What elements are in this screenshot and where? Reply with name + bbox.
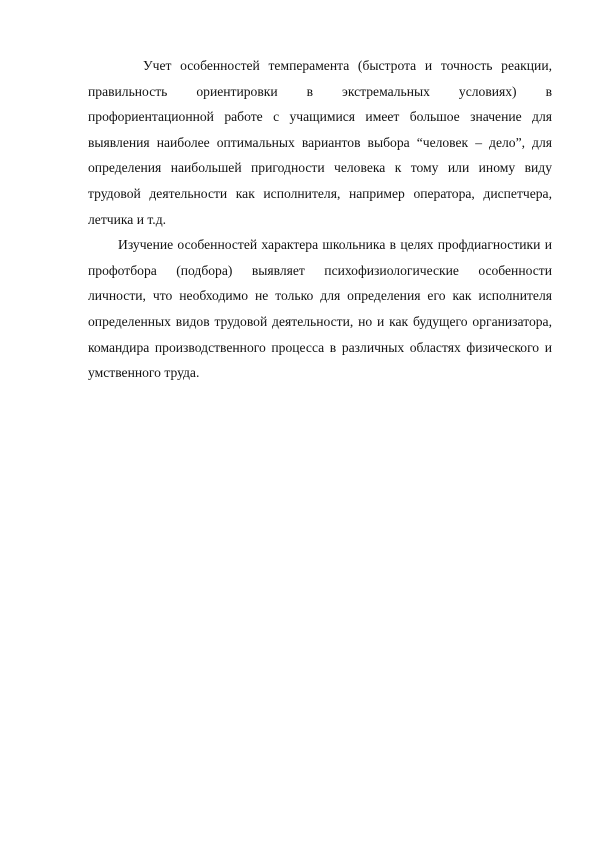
text-line: умственного труда. [88,365,200,381]
paragraph-temperament [88,53,552,232]
text-line: Учет особенностей темперамента (быстрота и точность реакции, [143,58,552,73]
text-line: командира производственного процесса в различных областях физического и [88,339,552,355]
text-line: Изучение особенностей характера школьника в целях профдиагностики и [118,237,552,253]
text-line: профориентационной работе с учащимися имеет большое значение для [88,109,552,125]
paragraph-character [88,232,552,386]
text-line: правильность ориентировки в экстремальных условиях) в [88,83,552,99]
text-line: трудовой деятельности как исполнителя, например оператора, диспетчера, [88,185,552,201]
document-body [88,53,552,386]
text-line: выявления наиболее оптимальных вариантов выбора “человек – дело”, для [88,134,552,150]
text-line: личности, что необходимо не только для определения его как исполнителя [88,288,552,304]
text-line: определенных видов трудовой деятельности, но и как будущего организатора, [88,313,552,329]
text-line: профотбора (подбора) выявляет психофизиологические особенности [88,262,552,278]
text-line: летчика и т.д. [88,211,167,227]
text-line: определения наибольшей пригодности человека к тому или иному виду [88,160,552,176]
